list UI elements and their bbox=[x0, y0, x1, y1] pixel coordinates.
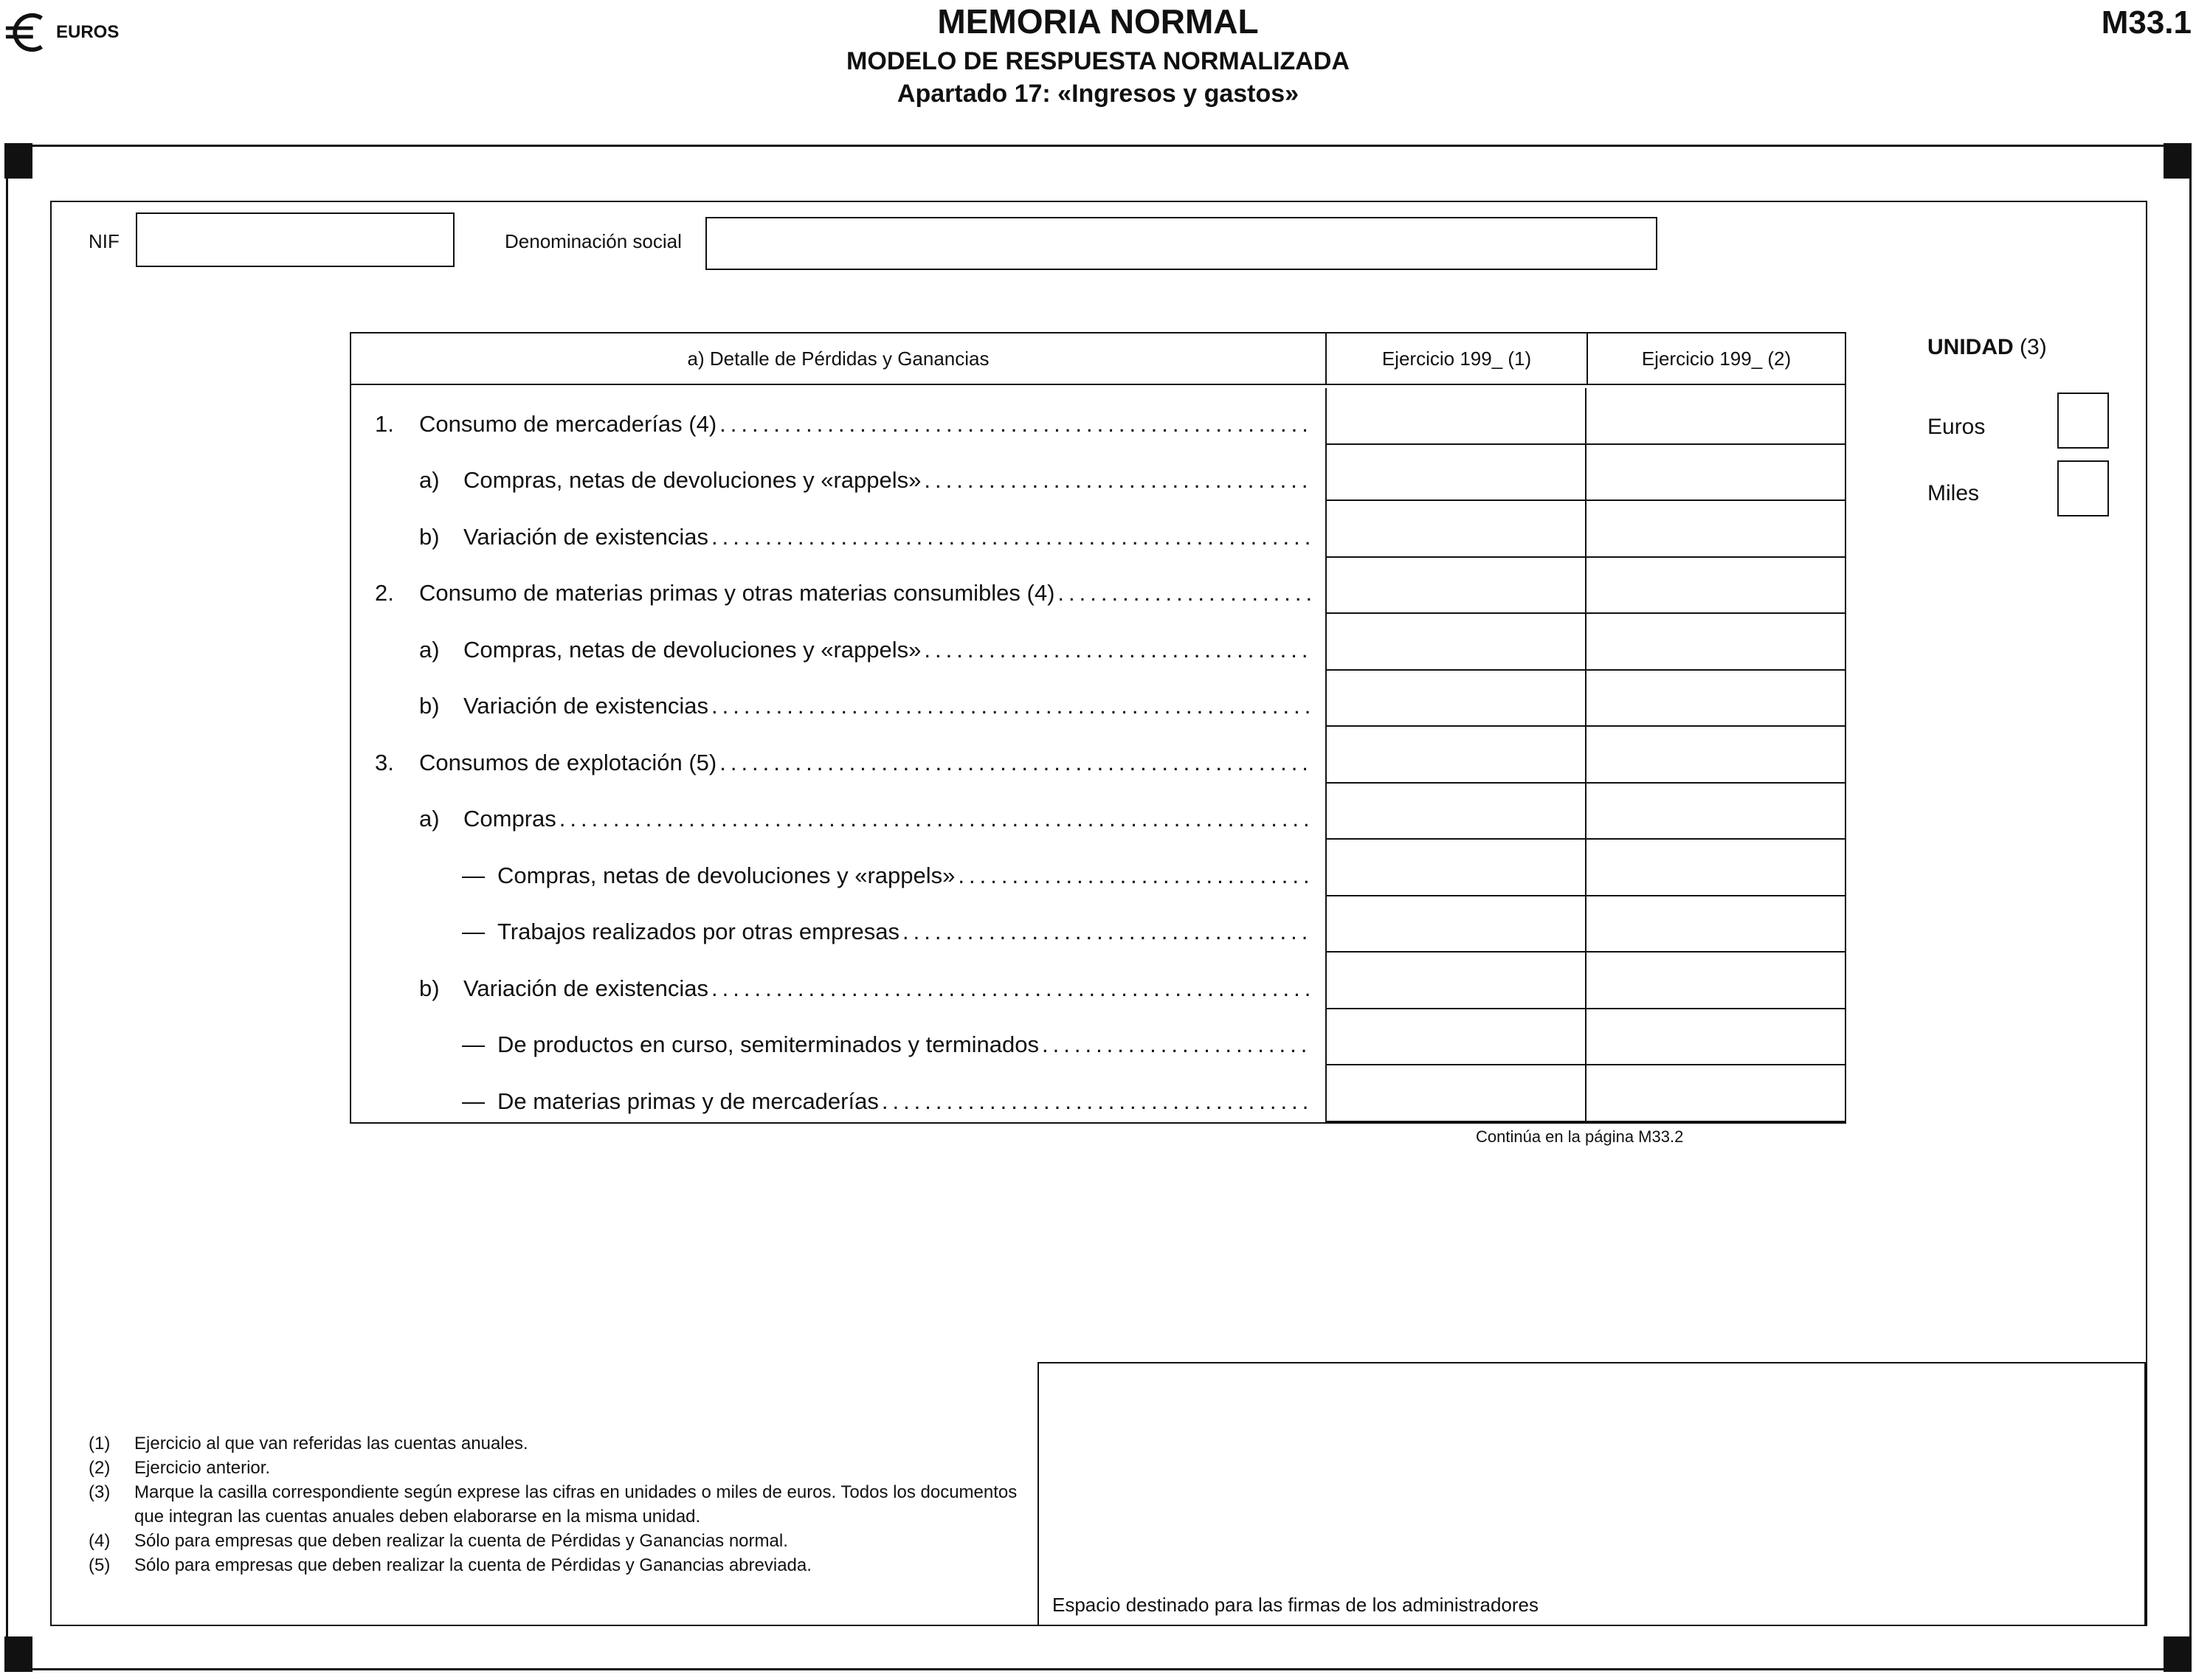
ejercicio-2-cell[interactable] bbox=[1585, 1009, 1845, 1066]
table-row bbox=[351, 1009, 1845, 1066]
footnote: (3) Marque la casilla correspondiente según exprese las cifras en unidades o miles de euros. Todos los documentos que integran las cuentas anuales deben elaborarse en la misma unidad. bbox=[89, 1482, 1018, 1527]
unidad-euros-label: Euros bbox=[1927, 415, 1986, 439]
table-row bbox=[351, 558, 1845, 615]
ejercicio-2-cell[interactable] bbox=[1585, 784, 1845, 840]
denominacion-field[interactable] bbox=[705, 217, 1657, 270]
corner-mark bbox=[2164, 143, 2192, 179]
ejercicio-1-cell[interactable] bbox=[1325, 558, 1585, 615]
row-label: a) Compras ..... bbox=[351, 784, 1325, 840]
nif-label: NIF bbox=[89, 230, 120, 252]
footnotes bbox=[89, 1431, 1018, 1577]
ejercicio-2-cell[interactable] bbox=[1585, 727, 1845, 784]
denominacion-label: Denominación social bbox=[505, 230, 682, 252]
unidad-miles-checkbox[interactable] bbox=[2057, 460, 2109, 516]
corner-mark bbox=[4, 1636, 32, 1672]
row-label: b) Variación de existencias ..... bbox=[351, 501, 1325, 558]
table-header bbox=[350, 332, 1846, 385]
ejercicio-1-cell[interactable] bbox=[1325, 501, 1585, 558]
table-body bbox=[350, 385, 1846, 1124]
corner-mark bbox=[4, 143, 32, 179]
row-label: a) Compras, netas de devoluciones y «rappels» ..... bbox=[351, 614, 1325, 671]
row-label: — De materias primas y de mercaderías ..... bbox=[351, 1065, 1325, 1122]
continua-note: Continúa en la página M33.2 bbox=[1476, 1127, 1684, 1146]
header-ejercicio-2: Ejercicio 199_ (2) bbox=[1641, 347, 1792, 370]
table-row bbox=[351, 501, 1845, 558]
signature-label: Espacio destinado para las firmas de los administradores bbox=[1052, 1594, 1539, 1616]
corner-mark bbox=[2164, 1636, 2192, 1672]
ejercicio-1-cell[interactable] bbox=[1325, 896, 1585, 953]
header-ejercicio-1: Ejercicio 199_ (1) bbox=[1327, 333, 1588, 384]
table-row bbox=[351, 614, 1845, 671]
ejercicio-2-cell[interactable] bbox=[1585, 388, 1845, 445]
unidad-miles-label: Miles bbox=[1927, 481, 1980, 505]
ejercicio-2-cell[interactable] bbox=[1585, 896, 1845, 953]
pyg-table bbox=[350, 332, 1846, 1124]
ejercicio-1-cell[interactable] bbox=[1325, 727, 1585, 784]
footnote: (5) Sólo para empresas que deben realizar la cuenta de Pérdidas y Ganancias abreviada. bbox=[89, 1555, 812, 1575]
form-code: M33.1 bbox=[2101, 4, 2192, 41]
ejercicio-2-cell[interactable] bbox=[1585, 558, 1845, 615]
table-row bbox=[351, 896, 1845, 953]
unidad-heading: UNIDAD (3) bbox=[1927, 335, 2047, 359]
row-label: — Compras, netas de devoluciones y «rappels» ..... bbox=[351, 840, 1325, 896]
row-label: — De productos en curso, semiterminados y terminados ..... bbox=[351, 1009, 1325, 1066]
ejercicio-2-cell[interactable] bbox=[1585, 501, 1845, 558]
ejercicio-2-cell[interactable] bbox=[1585, 614, 1845, 671]
page-title: MEMORIA NORMAL bbox=[937, 2, 1259, 41]
ejercicio-1-cell[interactable] bbox=[1325, 840, 1585, 896]
unidad-euros-checkbox[interactable] bbox=[2057, 393, 2109, 449]
section-title: Apartado 17: «Ingresos y gastos» bbox=[897, 80, 1299, 108]
ejercicio-1-cell[interactable] bbox=[1325, 445, 1585, 502]
table-row bbox=[351, 840, 1845, 896]
row-label: 2. Consumo de materias primas y otras materias consumibles (4) ..... bbox=[351, 558, 1325, 615]
footnote: (4) Sólo para empresas que deben realizar la cuenta de Pérdidas y Ganancias normal. bbox=[89, 1531, 788, 1551]
ejercicio-2-cell[interactable] bbox=[1585, 445, 1845, 502]
table-row bbox=[351, 784, 1845, 840]
footnote: (2) Ejercicio anterior. bbox=[89, 1458, 271, 1478]
ejercicio-1-cell[interactable] bbox=[1325, 388, 1585, 445]
page-subtitle: MODELO DE RESPUESTA NORMALIZADA bbox=[846, 47, 1350, 75]
row-label: b) Variación de existencias ..... bbox=[351, 953, 1325, 1009]
ejercicio-2-cell[interactable] bbox=[1585, 1065, 1845, 1122]
ejercicio-2-cell[interactable] bbox=[1585, 840, 1845, 896]
ejercicio-1-cell[interactable] bbox=[1325, 1009, 1585, 1066]
table-row bbox=[351, 445, 1845, 502]
ejercicio-1-cell[interactable] bbox=[1325, 953, 1585, 1009]
row-label: 1. Consumo de mercaderías (4) ..... bbox=[351, 388, 1325, 445]
ejercicio-1-cell[interactable] bbox=[1325, 1065, 1585, 1122]
row-label: 3. Consumos de explotación (5) ..... bbox=[351, 727, 1325, 784]
footnote: (1) Ejercicio al que van referidas las cuentas anuales. bbox=[89, 1434, 528, 1453]
table-row bbox=[351, 727, 1845, 784]
ejercicio-2-cell[interactable] bbox=[1585, 953, 1845, 1009]
row-label: a) Compras, netas de devoluciones y «rappels» ..... bbox=[351, 445, 1325, 502]
table-row bbox=[351, 953, 1845, 1009]
ejercicio-2-cell[interactable] bbox=[1585, 671, 1845, 727]
header-detalle: a) Detalle de Pérdidas y Ganancias bbox=[351, 333, 1327, 384]
nif-field[interactable] bbox=[136, 212, 455, 267]
logo-text: EUROS bbox=[56, 22, 120, 42]
table-row bbox=[351, 1065, 1845, 1122]
row-label: b) Variación de existencias ..... bbox=[351, 671, 1325, 727]
table-row bbox=[351, 671, 1845, 727]
ejercicio-1-cell[interactable] bbox=[1325, 671, 1585, 727]
row-label: — Trabajos realizados por otras empresas ..... bbox=[351, 896, 1325, 953]
ejercicio-1-cell[interactable] bbox=[1325, 614, 1585, 671]
table-row bbox=[351, 388, 1845, 445]
ejercicio-1-cell[interactable] bbox=[1325, 784, 1585, 840]
signature-area[interactable] bbox=[1037, 1362, 2146, 1626]
